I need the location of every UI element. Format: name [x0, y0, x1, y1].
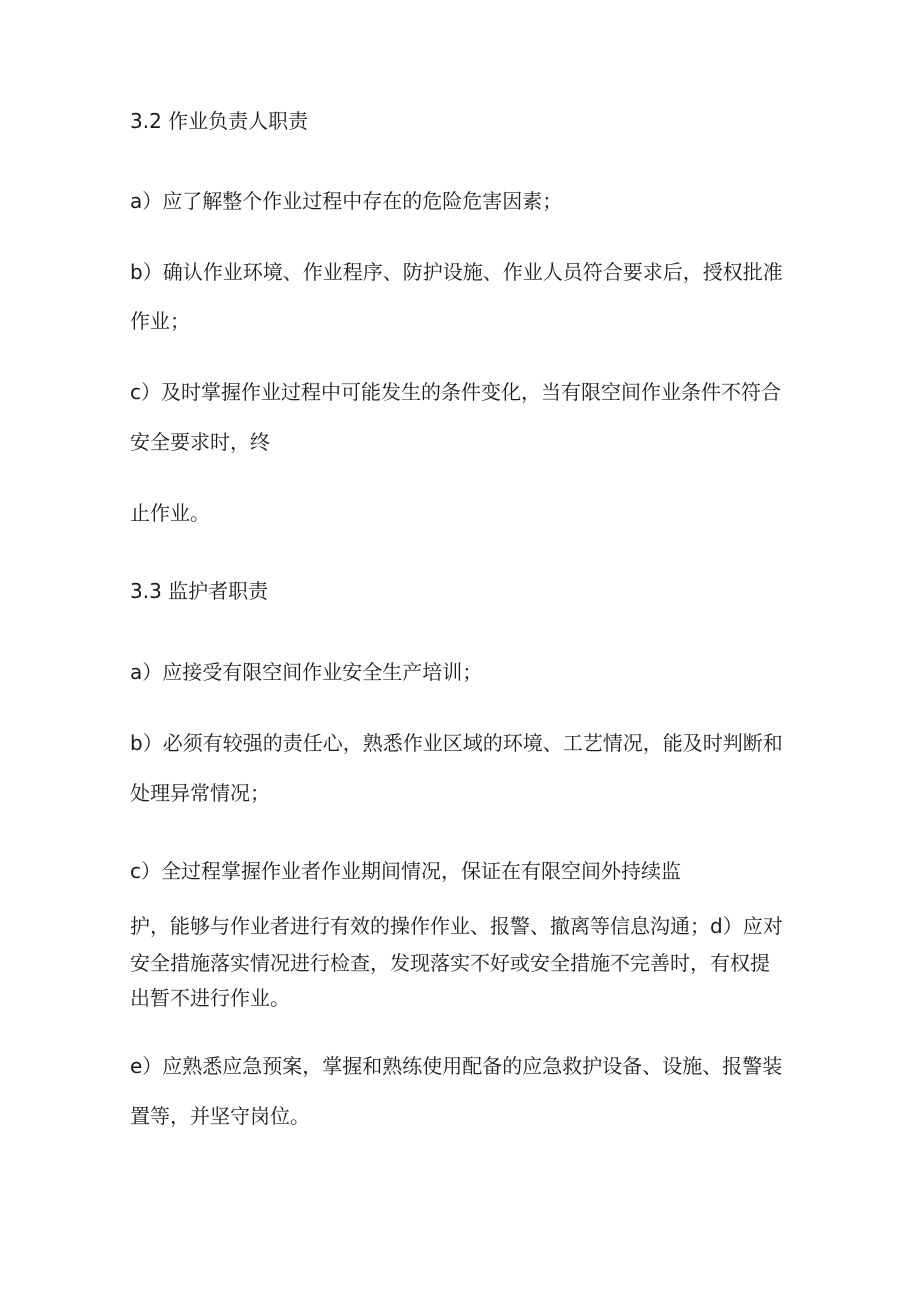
text-line: a）应了解整个作业过程中存在的危险危害因素； — [130, 189, 563, 213]
text-line: 出暂不进行作业。 — [130, 986, 290, 1010]
section-heading-3-2: 3.2 作业负责人职责 — [130, 109, 309, 133]
text-line: c）及时掌握作业过程中可能发生的条件变化，当有限空间作业条件不符合 — [130, 380, 781, 404]
text-line: 安全措施落实情况进行检查，发现落实不好或安全措施不完善时，有权提 — [130, 951, 770, 975]
section-heading-3-3: 3.3 监护者职责 — [130, 579, 269, 603]
text-line: 护，能够与作业者进行有效的操作作业、报警、撤离等信息沟通；d）应对 — [130, 914, 783, 938]
text-line: 安全要求时，终 — [130, 430, 270, 454]
text-line: 止作业。 — [130, 501, 210, 525]
text-line: b）确认作业环境、作业程序、防护设施、作业人员符合要求后，授权批准 — [130, 260, 783, 284]
text-line: 置等，并坚守岗位。 — [130, 1104, 310, 1128]
text-line: c）全过程掌握作业者作业期间情况，保证在有限空间外持续监 — [130, 859, 681, 883]
text-line: 处理异常情况； — [130, 781, 270, 805]
text-line: 作业； — [130, 309, 190, 333]
text-line: e）应熟悉应急预案，掌握和熟练使用配备的应急救护设备、设施、报警装 — [130, 1054, 783, 1078]
text-line: a）应接受有限空间作业安全生产培训； — [130, 660, 483, 684]
text-line: b）必须有较强的责任心，熟悉作业区域的环境、工艺情况，能及时判断和 — [130, 731, 783, 755]
